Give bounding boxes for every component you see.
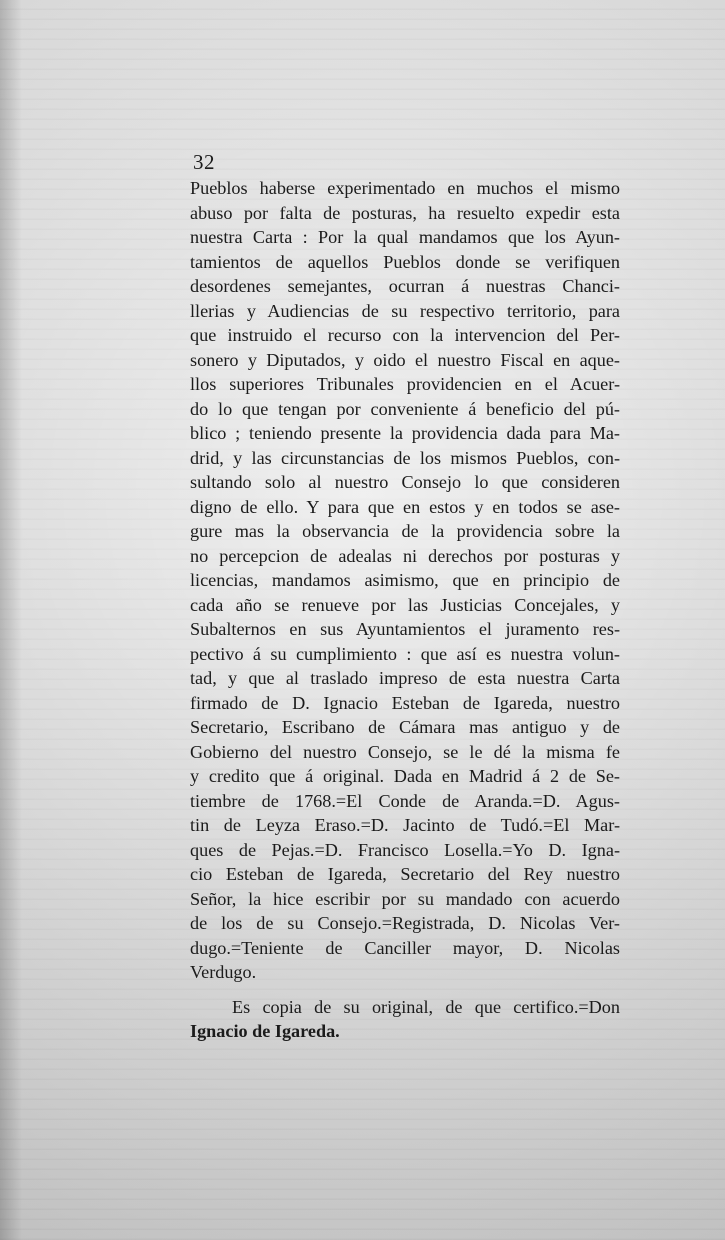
text-line: tad, y que al traslado impreso de esta nuestra Carta xyxy=(190,668,620,688)
text-line: dugo.=Teniente de Canciller mayor, D. Nicolas xyxy=(190,937,620,958)
text-line: drid, y las circunstancias de los mismos Pueblos, con- xyxy=(190,447,620,468)
text-line: tin de Leyza Eraso.=D. Jacinto de Tudó.=El Mar- xyxy=(190,815,620,835)
text-line: cio Esteban de Igareda, Secretario del Rey nuestro xyxy=(190,864,620,884)
text-line: cada año se renueve por las Justicias Concejales, y xyxy=(190,594,620,615)
text-line: sonero y Diputados, y oido el nuestro Fiscal en aque- xyxy=(190,349,620,370)
text-line: licencias, mandamos asimismo, que en principio de xyxy=(190,570,620,590)
text-line: llos superiores Tribunales providencien en el Acuer- xyxy=(190,374,620,394)
text-line: Señor, la hice escribir por su mandado con acuerdo xyxy=(190,888,620,909)
text-line: Secretario, Escribano de Cámara mas antiguo y de xyxy=(190,717,620,737)
text-line: abuso por falta de posturas, ha resuelto expedir esta xyxy=(190,202,620,223)
text-line: tamientos de aquellos Pueblos donde se verifiquen xyxy=(190,251,620,272)
certification-signature: Ignacio de Igareda. xyxy=(190,1021,340,1041)
page-edge-shadow xyxy=(0,0,22,1240)
text-line: y credito que á original. Dada en Madrid á 2 de Se- xyxy=(190,766,620,786)
text-line: desordenes semejantes, ocurran á nuestras Chanci- xyxy=(190,276,620,296)
text-line: Gobierno del nuestro Consejo, se le dé la misma fe xyxy=(190,741,620,762)
text-line: blico ; teniendo presente la providencia dada para Ma- xyxy=(190,423,620,443)
text-line: Subalternos en sus Ayuntamientos el juramento res- xyxy=(190,619,620,639)
text-line: gure mas la observancia de la providencia sobre la xyxy=(190,521,620,541)
text-line: digno de ello. Y para que en estos y en todos se ase- xyxy=(190,496,620,517)
text-line: firmado de D. Ignacio Esteban de Igareda, nuestro xyxy=(190,692,620,713)
text-line: llerias y Audiencias de su respectivo territorio, para xyxy=(190,300,620,321)
text-line: que instruido el recurso con la intervencion del Per- xyxy=(190,325,620,345)
text-line: ques de Pejas.=D. Francisco Losella.=Yo D. Igna- xyxy=(190,839,620,860)
text-line: no percepcion de adealas ni derechos por posturas y xyxy=(190,545,620,566)
certification-paragraph xyxy=(190,995,620,1044)
text-line: Verdugo. xyxy=(190,962,257,982)
certification-line: Es copia de su original, de que certifico.=Don xyxy=(232,996,620,1017)
body-text xyxy=(190,176,620,1044)
text-line: sultando solo al nuestro Consejo lo que consideren xyxy=(190,472,620,492)
text-line: nuestra Carta : Por la qual mandamos que los Ayun- xyxy=(190,227,620,247)
text-line: Pueblos haberse experimentado en muchos el mismo xyxy=(190,178,620,198)
text-line: pectivo á su cumplimiento : que así es nuestra volun- xyxy=(190,643,620,664)
text-line: do lo que tengan por conveniente á beneficio del pú- xyxy=(190,398,620,419)
page-number: 32 xyxy=(193,150,215,174)
text-line: tiembre de 1768.=El Conde de Aranda.=D. Agus- xyxy=(190,790,620,811)
text-line: de los de su Consejo.=Registrada, D. Nicolas Ver- xyxy=(190,913,620,933)
